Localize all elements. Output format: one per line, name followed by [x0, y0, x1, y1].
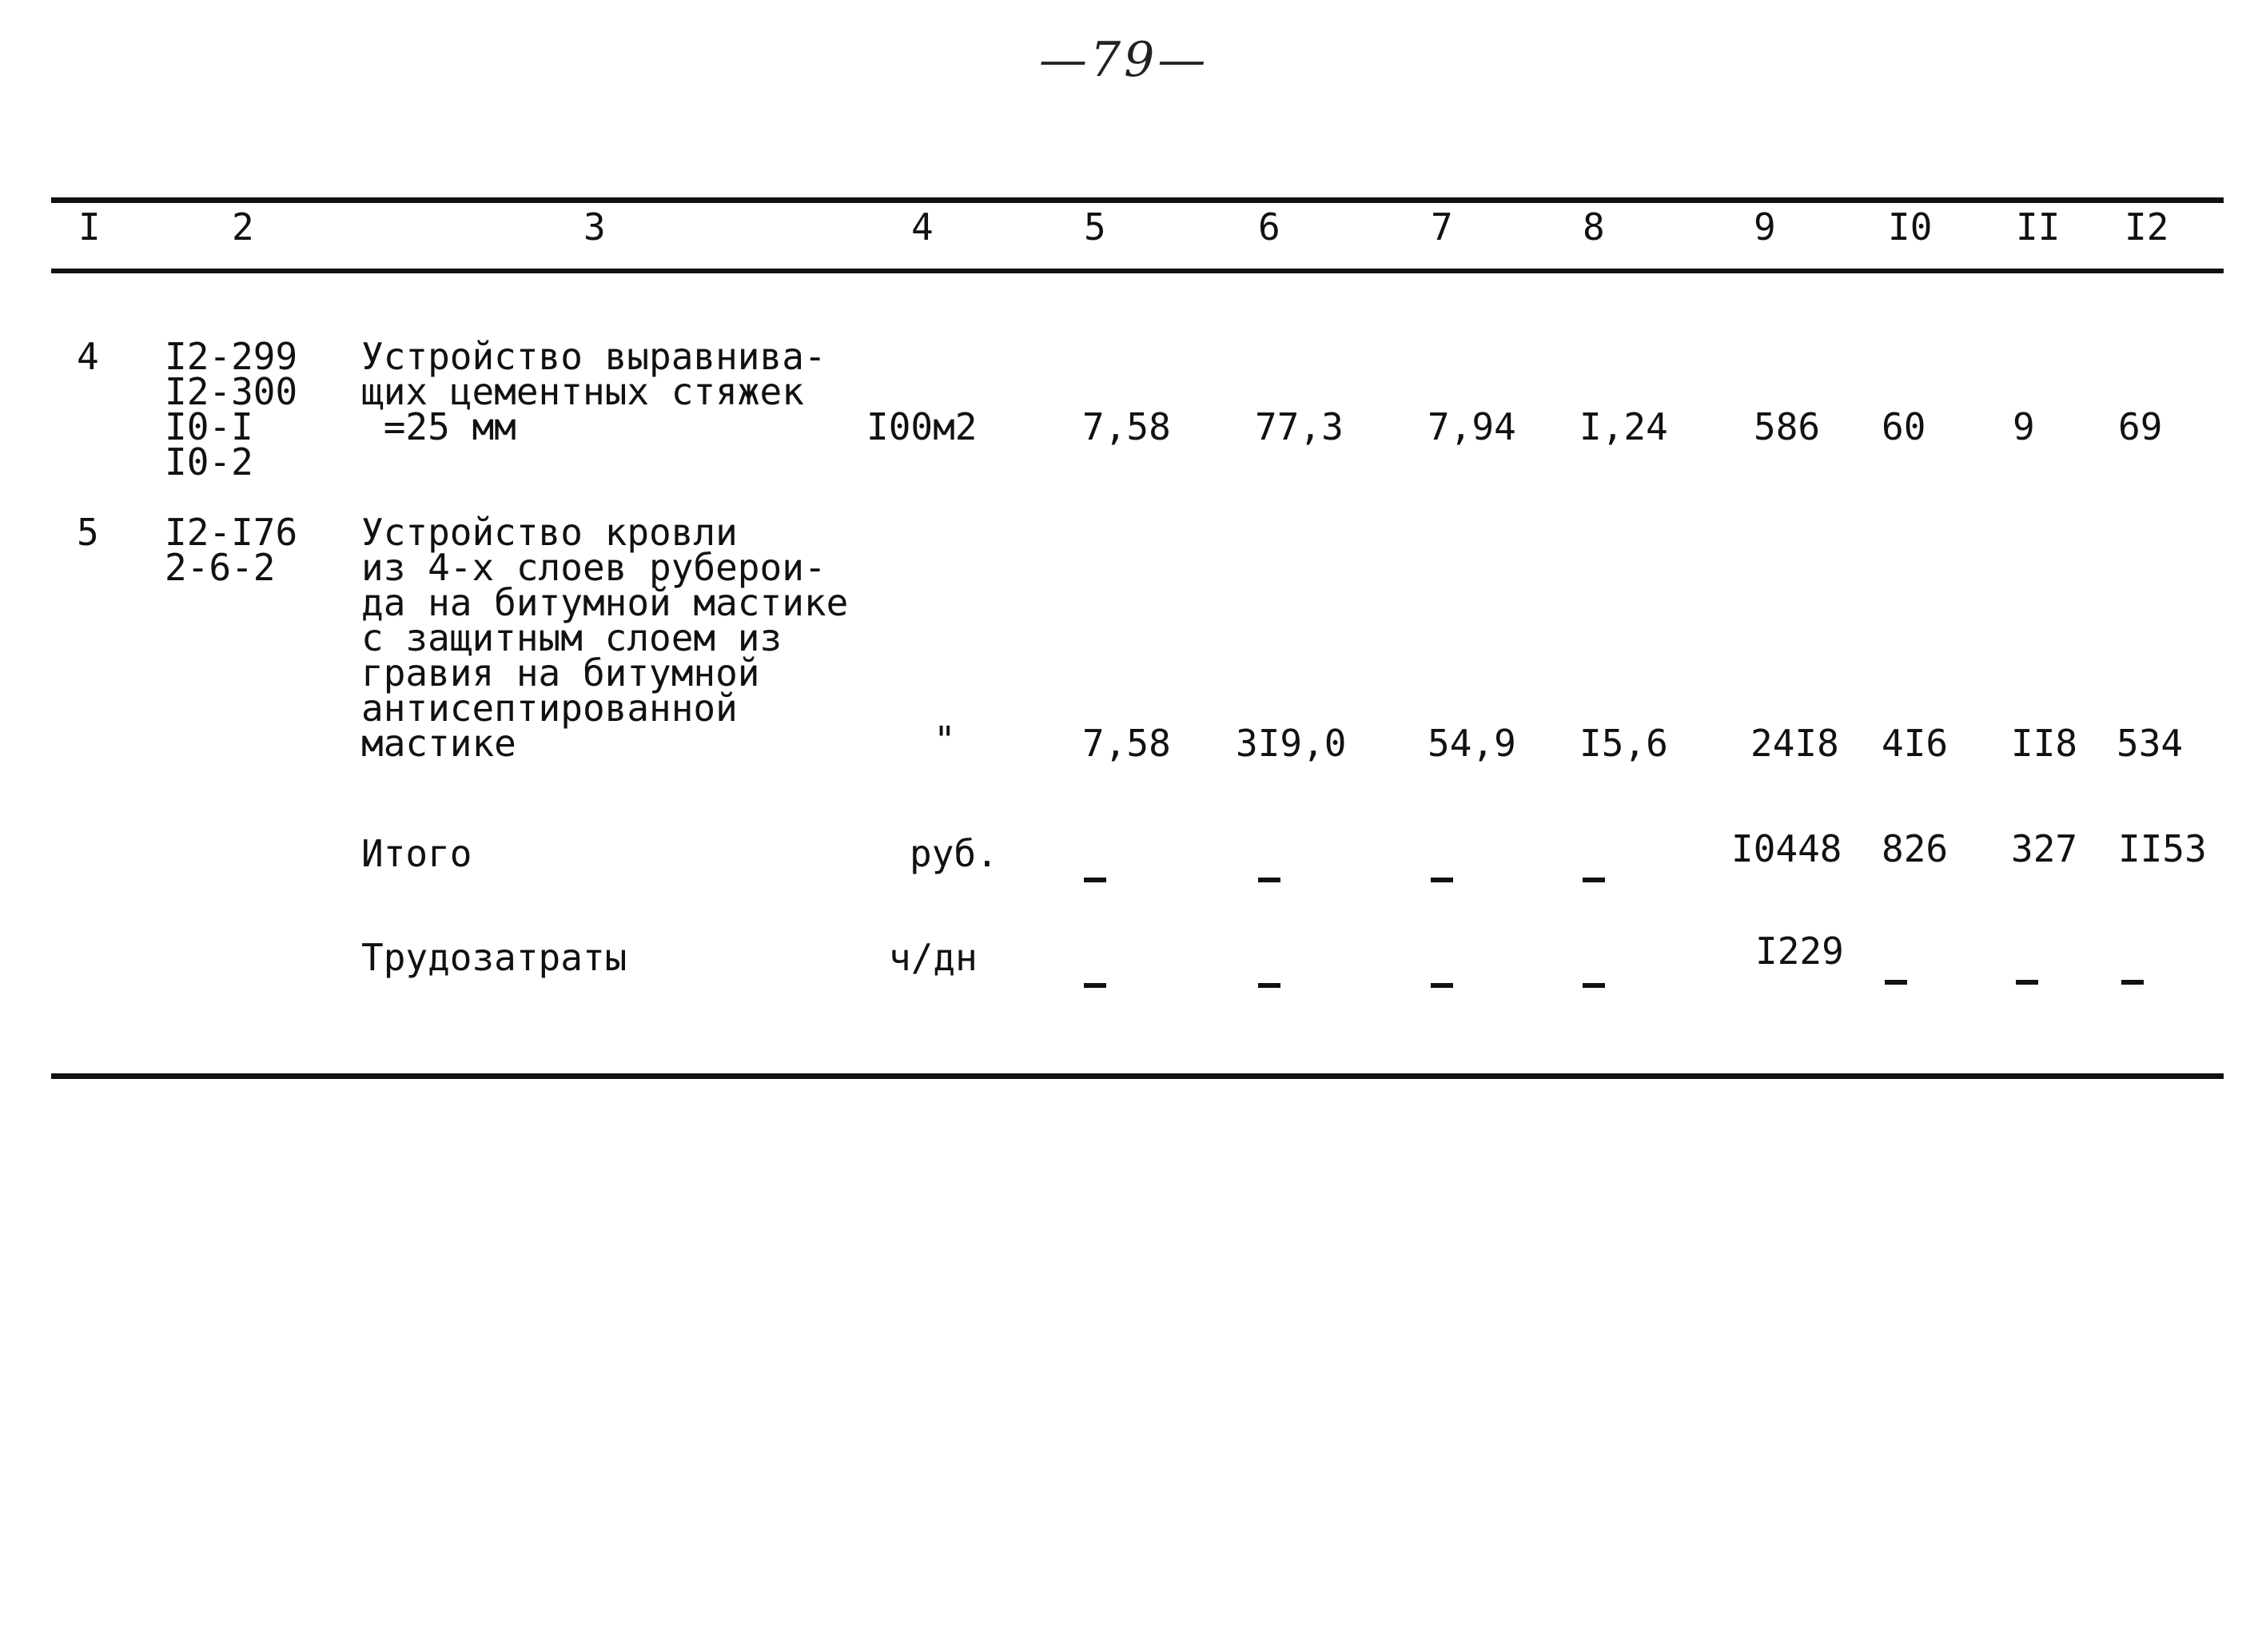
row-unit: "	[934, 719, 956, 762]
column-header-7: 7	[1431, 205, 1453, 249]
labor-col9: I229	[1755, 929, 1844, 973]
page-number: —79—	[1039, 32, 1209, 88]
column-header-4: 4	[911, 205, 934, 249]
row-col9: 24I8	[1750, 722, 1839, 765]
column-header-11: II	[2016, 205, 2061, 249]
row-col7: 54,9	[1428, 722, 1516, 765]
row-col11: II8	[2011, 722, 2078, 765]
total-col10: 826	[1882, 827, 1949, 870]
row-codes: I2-I76 2-6-2	[165, 511, 298, 589]
labor-col10-empty	[1885, 954, 1907, 989]
row-col5: 7,58	[1082, 405, 1171, 448]
column-header-10: I0	[1888, 205, 1933, 249]
row-col10: 4I6	[1882, 722, 1949, 765]
total-col12: II53	[2118, 827, 2207, 870]
column-header-3: 3	[583, 205, 606, 249]
labor-label: Трудозатраты	[361, 936, 627, 979]
row-col6: 3I9,0	[1236, 722, 1347, 765]
total-col9: I0448	[1731, 827, 1842, 870]
labor-unit: ч/дн	[889, 936, 978, 979]
labor-col11-empty	[2016, 954, 2038, 989]
total-col8-empty	[1583, 852, 1605, 887]
column-header-2: 2	[232, 205, 254, 249]
total-unit: руб.	[910, 832, 998, 875]
row-number: 5	[77, 511, 99, 554]
table-bottom-rule	[51, 1073, 2224, 1079]
table-header-rule	[51, 269, 2224, 273]
total-col5-empty	[1084, 852, 1106, 887]
labor-col8-empty	[1583, 957, 1605, 993]
row-col6: 77,3	[1255, 405, 1344, 448]
labor-col5-empty	[1084, 957, 1106, 993]
row-description: Устройство кровли из 4-х слоев руберои- да на битумной мастике с защитным слоем из гравия на битумной антисептированной мастике	[361, 511, 849, 765]
column-header-12: I2	[2125, 205, 2169, 249]
row-col8: I,24	[1579, 405, 1668, 448]
row-col8: I5,6	[1579, 722, 1668, 765]
row-description: Устройство выравнива- щих цементных стяжек =25 мм	[361, 335, 826, 448]
total-col11: 327	[2011, 827, 2078, 870]
row-number: 4	[77, 335, 99, 378]
row-codes: I2-299 I2-300 I0-I I0-2	[165, 335, 298, 484]
row-col11: 9	[2013, 405, 2035, 448]
column-header-6: 6	[1258, 205, 1280, 249]
total-label: Итого	[361, 832, 472, 875]
row-col9: 586	[1754, 405, 1821, 448]
labor-col12-empty	[2121, 954, 2144, 989]
labor-col7-empty	[1431, 957, 1453, 993]
row-col12: 534	[2117, 722, 2184, 765]
total-col6-empty	[1258, 852, 1280, 887]
table-top-rule	[51, 197, 2224, 203]
column-header-8: 8	[1583, 205, 1605, 249]
column-header-9: 9	[1754, 205, 1776, 249]
row-unit: I00м2	[866, 405, 978, 448]
total-col7-empty	[1431, 852, 1453, 887]
labor-col6-empty	[1258, 957, 1280, 993]
column-header-1: I	[78, 205, 101, 249]
row-col7: 7,94	[1428, 405, 1516, 448]
column-header-5: 5	[1084, 205, 1106, 249]
row-col12: 69	[2118, 405, 2163, 448]
row-col5: 7,58	[1082, 722, 1171, 765]
row-col10: 60	[1882, 405, 1926, 448]
